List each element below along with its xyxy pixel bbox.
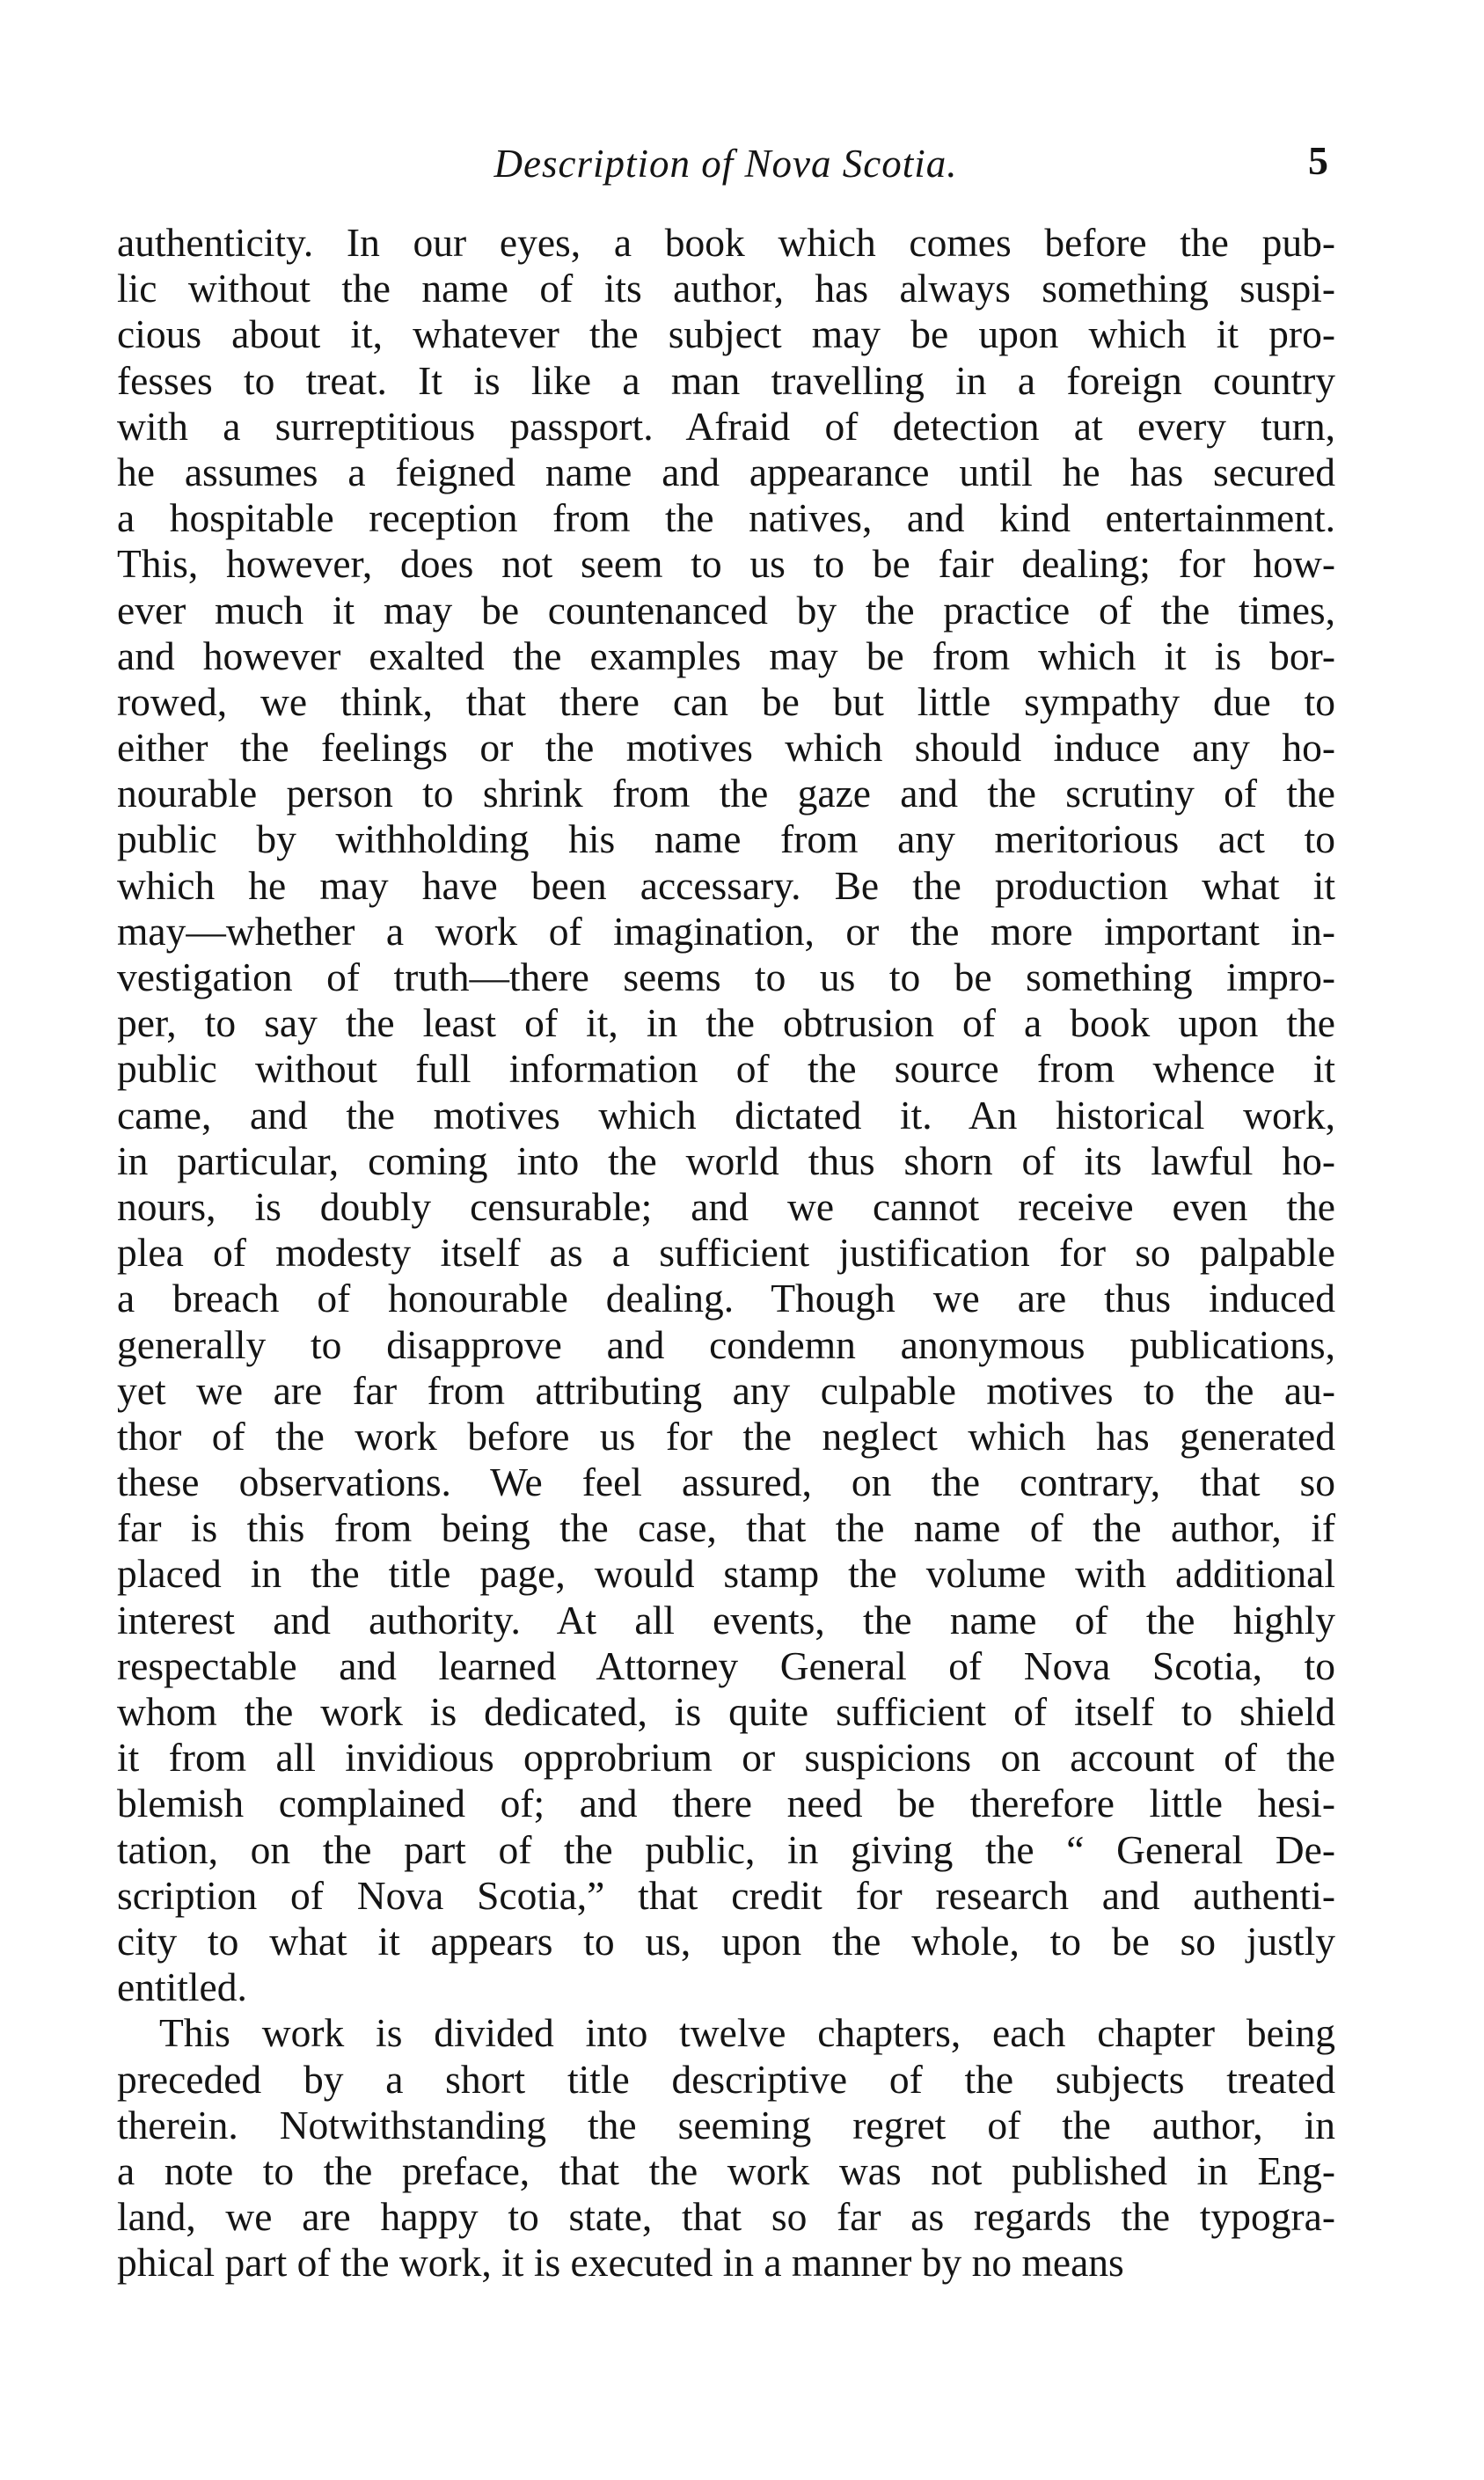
- text-line: vestigation of truth—there seems to us to be something impro-: [117, 955, 1335, 999]
- text-line: entitled.: [117, 1964, 247, 2010]
- text-line: may—whether a work of imagination, or the more important in-: [117, 908, 1335, 954]
- text-line: nours, is doubly censurable; and we cannot receive even the: [117, 1183, 1335, 1229]
- text-line: therein. Notwithstanding the seeming regret of the author, in: [117, 2102, 1335, 2147]
- text-line: rowed, we think, that there can be but little sympathy due to: [117, 678, 1335, 724]
- text-line: This, however, does not seem to us to be fair dealing; for how-: [117, 541, 1335, 587]
- body-text: [117, 220, 1335, 2286]
- text-line: a breach of honourable dealing. Though we are thus induced: [117, 1276, 1335, 1321]
- text-line: either the feelings or the motives which should induce any ho-: [117, 725, 1335, 771]
- text-line: tation, on the part of the public, in giving the “ General De-: [117, 1826, 1335, 1872]
- text-line: authenticity. In our eyes, a book which comes before the pub-: [117, 220, 1335, 265]
- text-line: far is this from being the case, that the name of the author, if: [117, 1505, 1335, 1551]
- text-line: preceded by a short title descriptive of the subjects treated: [117, 2056, 1335, 2102]
- text-line: per, to say the least of it, in the obtrusion of a book upon the: [117, 1000, 1335, 1046]
- running-head: [123, 132, 1328, 194]
- text-line: in particular, coming into the world thus shorn of its lawful ho-: [117, 1138, 1335, 1183]
- text-line: nourable person to shrink from the gaze and the scrutiny of the: [117, 771, 1335, 816]
- text-line: scription of Nova Scotia,” that credit for research and authenti-: [117, 1872, 1335, 1918]
- text-line: came, and the motives which dictated it. An historical work,: [117, 1092, 1335, 1138]
- text-line: yet we are far from attributing any culpable motives to the au-: [117, 1367, 1335, 1413]
- running-head-title: Description of Nova Scotia.: [493, 142, 958, 186]
- text-line: which he may have been accessary. Be the production what it: [117, 862, 1335, 908]
- text-line: a note to the preface, that the work was not published in Eng-: [117, 2147, 1335, 2193]
- text-line: This work is divided into twelve chapters, each chapter being: [159, 2010, 1335, 2056]
- text-line: whom the work is dedicated, is quite sufficient of itself to shield: [117, 1689, 1335, 1734]
- text-line: respectable and learned Attorney General of Nova Scotia, to: [117, 1642, 1335, 1688]
- text-line: with a surreptitious passport. Afraid of detection at every turn,: [117, 403, 1335, 449]
- text-line: placed in the title page, would stamp the volume with additional: [117, 1551, 1335, 1597]
- text-line: cious about it, whatever the subject may be upon which it pro-: [117, 311, 1335, 357]
- text-line: public by withholding his name from any meritorious act to: [117, 816, 1335, 862]
- text-line: a hospitable reception from the natives, and kind entertainment.: [117, 495, 1335, 541]
- text-line: ever much it may be countenanced by the practice of the times,: [117, 587, 1335, 633]
- text-line: blemish complained of; and there need be therefore little hesi-: [117, 1781, 1335, 1826]
- text-line: these observations. We feel assured, on the contrary, that so: [117, 1459, 1335, 1505]
- page-number: 5: [1308, 138, 1328, 183]
- paragraph-2: [117, 2010, 1335, 2286]
- text-line: phical part of the work, it is executed in a manner by no means: [117, 2240, 1124, 2286]
- text-line: generally to disapprove and condemn anonymous publications,: [117, 1321, 1335, 1367]
- text-line: interest and authority. At all events, the name of the highly: [117, 1597, 1335, 1642]
- paragraph-1: [117, 220, 1335, 2010]
- text-line: and however exalted the examples may be from which it is bor-: [117, 633, 1335, 678]
- text-line: city to what it appears to us, upon the whole, to be so justly: [117, 1918, 1335, 1964]
- text-line: plea of modesty itself as a sufficient justification for so palpable: [117, 1230, 1335, 1276]
- text-line: he assumes a feigned name and appearance until he has secured: [117, 449, 1335, 494]
- text-line: it from all invidious opprobrium or suspicions on account of the: [117, 1735, 1335, 1781]
- text-line: land, we are happy to state, that so far as regards the typogra-: [117, 2194, 1335, 2240]
- text-line: public without full information of the source from whence it: [117, 1046, 1335, 1092]
- text-line: fesses to treat. It is like a man travelling in a foreign country: [117, 357, 1335, 403]
- text-line: thor of the work before us for the neglect which has generated: [117, 1413, 1335, 1459]
- text-line: lic without the name of its author, has always something suspi-: [117, 266, 1335, 311]
